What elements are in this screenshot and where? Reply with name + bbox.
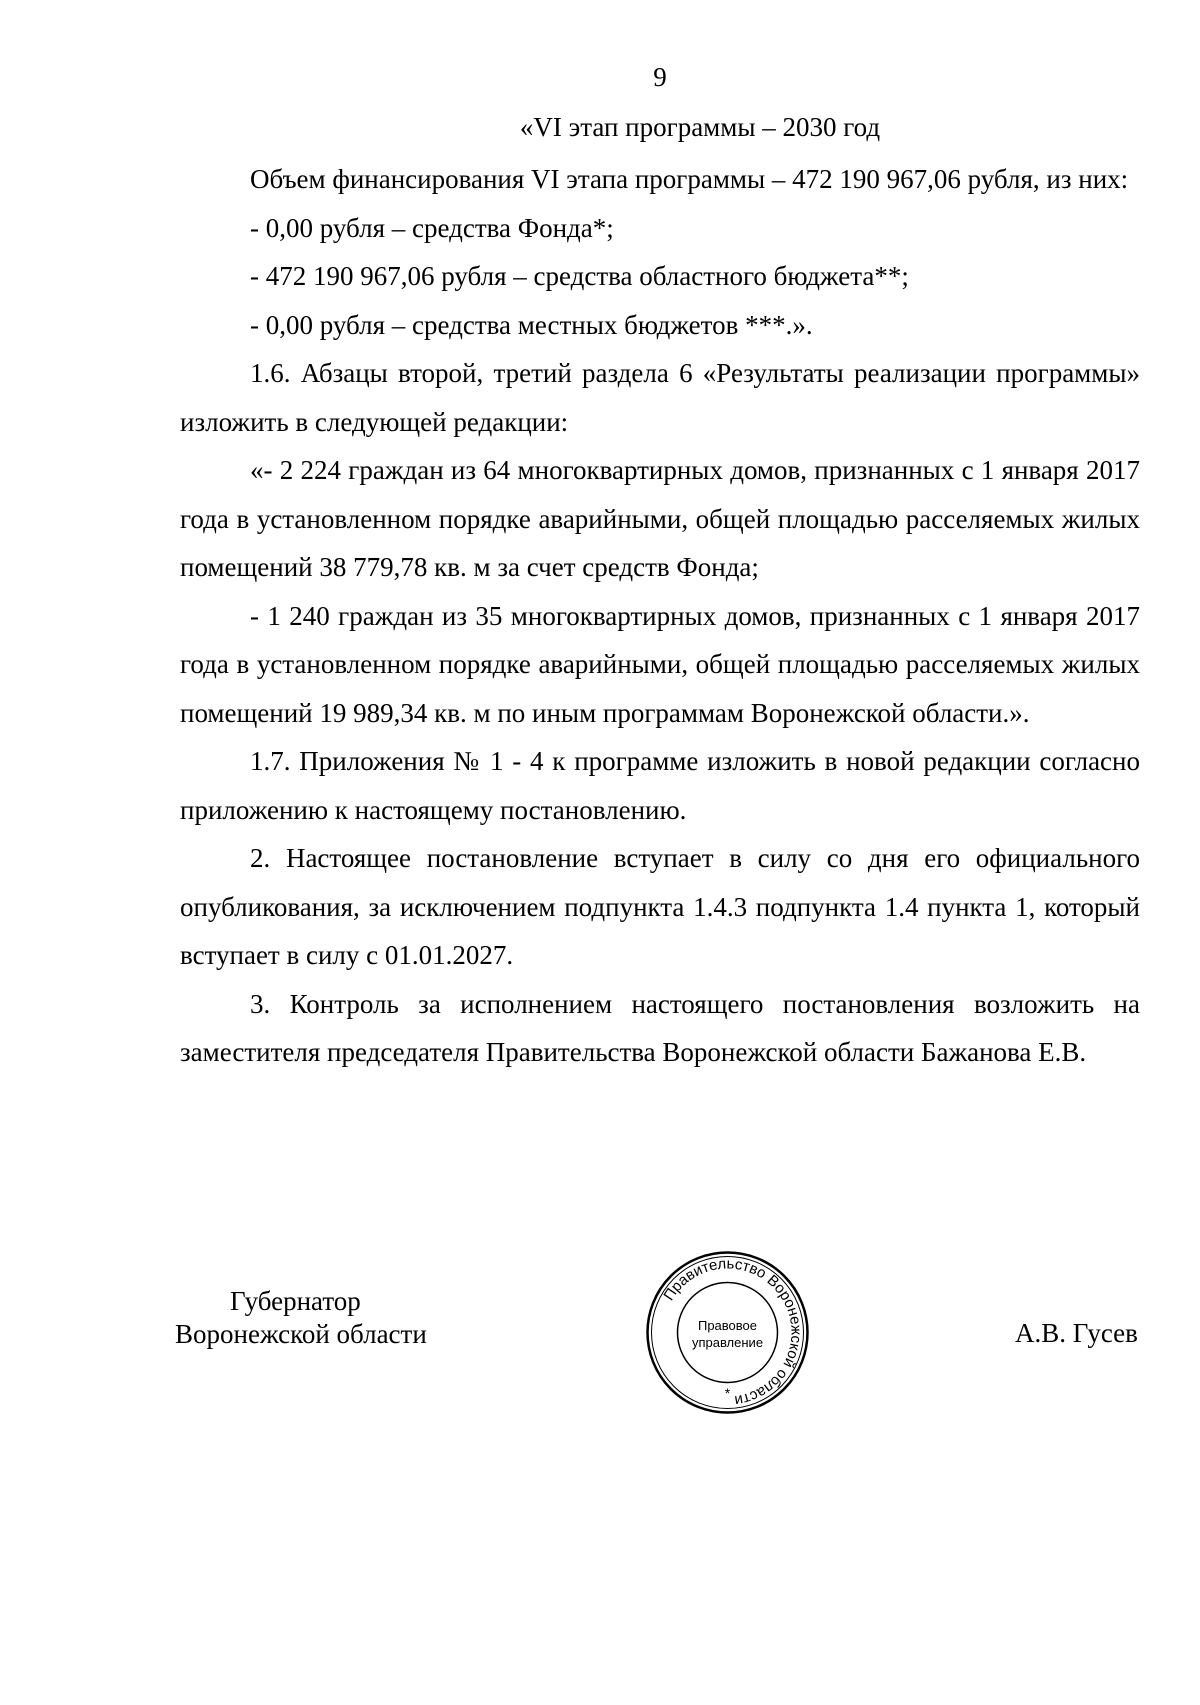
document-body bbox=[180, 155, 1140, 1077]
list-item-local-budgets: - 0,00 рубля – средства местных бюджетов ***.». bbox=[250, 309, 813, 340]
stamp-outer-text: Правительство Воронежской области bbox=[660, 1255, 805, 1410]
stamp-inner-line2: управление bbox=[691, 1335, 764, 1350]
signatory-name: А.В. Гусев bbox=[1015, 1318, 1138, 1348]
stage-heading: «VI этап программы – 2030 год bbox=[519, 112, 881, 142]
paragraph-2: 2. Настоящее постановление вступает в силу со дня его официального опубликования, за исключением подпункта 1.4.3 подпункта 1.4 пункта 1, который вступает в силу с 01.01.2027. bbox=[180, 843, 1140, 970]
official-stamp bbox=[645, 1250, 810, 1415]
paragraph-results-other: - 1 240 граждан из 35 многоквартирных домов, признанных с 1 января 2017 года в установленном порядке аварийными, общей площадью расселяемых жилых помещений 19 989,34 кв. м по иным программам Воронежской области.». bbox=[180, 600, 1140, 728]
signatory-position bbox=[175, 1285, 427, 1351]
paragraph-financing: Объем финансирования VI этапа программы – 472 190 967,06 рубля, из них: bbox=[250, 164, 1129, 194]
paragraph-1-7: 1.7. Приложения № 1 - 4 к программе изложить в новой редакции согласно приложению к настоящему постановлению. bbox=[180, 746, 1140, 825]
page-number: 9 bbox=[653, 62, 667, 92]
paragraph-1-6: 1.6. Абзацы второй, третий раздела 6 «Результаты реализации программы» изложить в следующей редакции: bbox=[180, 358, 1140, 437]
stamp-inner-line1: Правовое bbox=[697, 1318, 758, 1333]
paragraph-results-fund: «- 2 224 граждан из 64 многоквартирных домов, признанных с 1 января 2017 года в установленном порядке аварийными, общей площадью расселяемых жилых помещений 38 779,78 кв. м за счет средств Фонда; bbox=[180, 455, 1140, 582]
signatory-region: Воронежской области bbox=[175, 1319, 427, 1349]
signatory-title: Губернатор bbox=[230, 1286, 361, 1316]
paragraph-3: 3. Контроль за исполнением настоящего постановления возложить на заместителя председателя Правительства Воронежской области Бажанова Е.В. bbox=[180, 988, 1140, 1067]
list-item-fund: - 0,00 рубля – средства Фонда*; bbox=[250, 212, 614, 243]
stamp-star: * bbox=[724, 1385, 731, 1401]
list-item-regional-budget: - 472 190 967,06 рубля – средства областного бюджета**; bbox=[250, 261, 909, 291]
